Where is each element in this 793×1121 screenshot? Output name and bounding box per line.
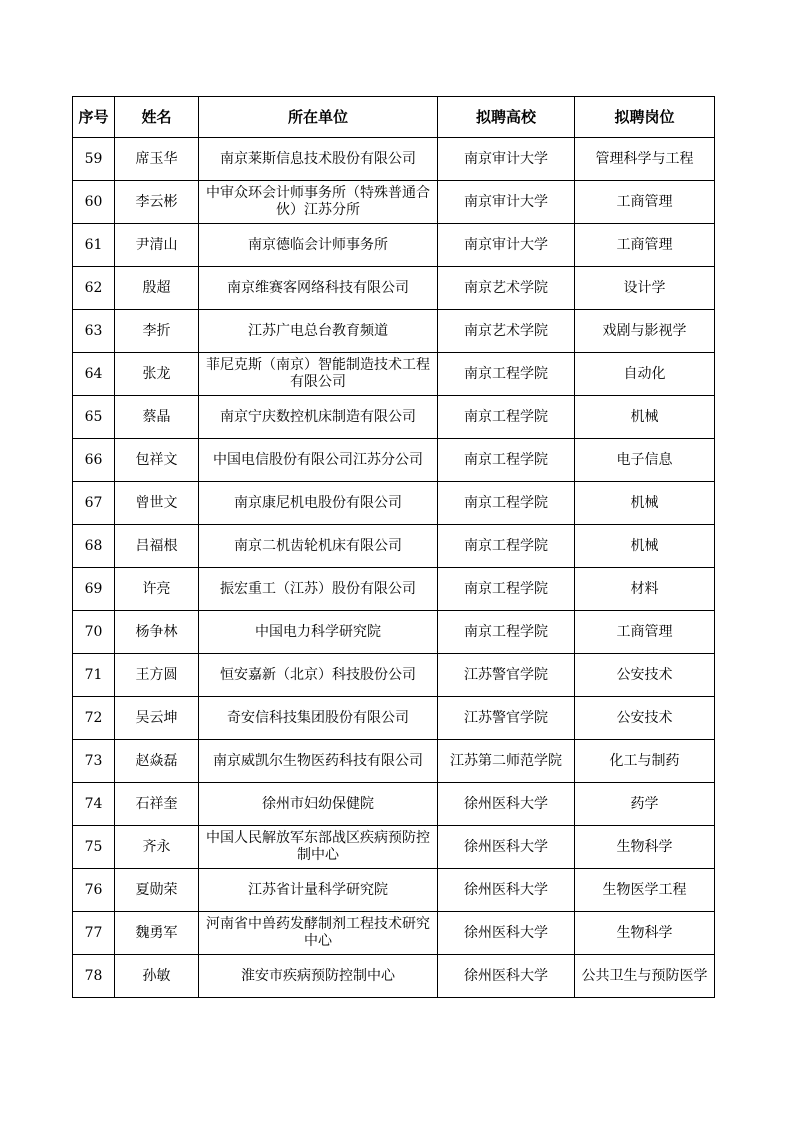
cell-organization: 恒安嘉新（北京）科技股份公司 [199, 654, 438, 697]
cell-name: 包祥文 [115, 439, 199, 482]
cell-target-position: 电子信息 [575, 439, 715, 482]
cell-serial-number: 73 [73, 740, 115, 783]
cell-name: 王方圆 [115, 654, 199, 697]
cell-target-university: 江苏警官学院 [438, 697, 575, 740]
cell-name: 李折 [115, 310, 199, 353]
table-row [73, 826, 715, 869]
header-target-university: 拟聘高校 [438, 97, 575, 138]
cell-target-position: 工商管理 [575, 224, 715, 267]
cell-serial-number: 67 [73, 482, 115, 525]
appointment-table [72, 96, 715, 998]
table-row [73, 869, 715, 912]
cell-target-university: 南京审计大学 [438, 224, 575, 267]
cell-name: 席玉华 [115, 138, 199, 181]
cell-organization: 南京维赛客网络科技有限公司 [199, 267, 438, 310]
cell-serial-number: 61 [73, 224, 115, 267]
cell-serial-number: 74 [73, 783, 115, 826]
table-row [73, 740, 715, 783]
cell-target-position: 公共卫生与预防医学 [575, 955, 715, 998]
cell-serial-number: 71 [73, 654, 115, 697]
table-row [73, 267, 715, 310]
cell-name: 赵焱磊 [115, 740, 199, 783]
cell-organization: 河南省中兽药发酵制剂工程技术研究中心 [199, 912, 438, 955]
cell-target-university: 南京工程学院 [438, 568, 575, 611]
header-name: 姓名 [115, 97, 199, 138]
cell-name: 李云彬 [115, 181, 199, 224]
cell-serial-number: 69 [73, 568, 115, 611]
table-row [73, 353, 715, 396]
table-row [73, 654, 715, 697]
cell-organization: 江苏省计量科学研究院 [199, 869, 438, 912]
cell-organization: 南京德临会计师事务所 [199, 224, 438, 267]
table-row [73, 439, 715, 482]
cell-serial-number: 59 [73, 138, 115, 181]
cell-target-university: 徐州医科大学 [438, 912, 575, 955]
cell-organization: 江苏广电总台教育频道 [199, 310, 438, 353]
cell-target-position: 工商管理 [575, 181, 715, 224]
cell-target-position: 公安技术 [575, 654, 715, 697]
cell-target-university: 江苏第二师范学院 [438, 740, 575, 783]
cell-target-university: 南京工程学院 [438, 439, 575, 482]
header-row [73, 97, 715, 138]
cell-organization: 中审众环会计师事务所（特殊普通合伙）江苏分所 [199, 181, 438, 224]
table-body [73, 138, 715, 998]
cell-name: 杨争林 [115, 611, 199, 654]
cell-target-position: 生物科学 [575, 912, 715, 955]
cell-serial-number: 76 [73, 869, 115, 912]
cell-target-position: 公安技术 [575, 697, 715, 740]
cell-target-university: 徐州医科大学 [438, 869, 575, 912]
cell-target-position: 生物医学工程 [575, 869, 715, 912]
cell-target-position: 化工与制药 [575, 740, 715, 783]
cell-serial-number: 60 [73, 181, 115, 224]
cell-serial-number: 64 [73, 353, 115, 396]
cell-target-position: 药学 [575, 783, 715, 826]
cell-target-position: 戏剧与影视学 [575, 310, 715, 353]
cell-name: 蔡晶 [115, 396, 199, 439]
table-row [73, 138, 715, 181]
table-row [73, 697, 715, 740]
cell-name: 吴云坤 [115, 697, 199, 740]
cell-name: 许亮 [115, 568, 199, 611]
cell-organization: 南京威凯尔生物医药科技有限公司 [199, 740, 438, 783]
cell-target-position: 设计学 [575, 267, 715, 310]
cell-target-university: 南京艺术学院 [438, 267, 575, 310]
cell-name: 孙敏 [115, 955, 199, 998]
table-row [73, 611, 715, 654]
table-row [73, 955, 715, 998]
table-row [73, 912, 715, 955]
cell-serial-number: 62 [73, 267, 115, 310]
cell-target-university: 南京审计大学 [438, 181, 575, 224]
cell-target-position: 工商管理 [575, 611, 715, 654]
cell-target-university: 南京工程学院 [438, 525, 575, 568]
cell-serial-number: 66 [73, 439, 115, 482]
cell-target-university: 南京工程学院 [438, 611, 575, 654]
table-row [73, 568, 715, 611]
cell-target-position: 机械 [575, 482, 715, 525]
cell-name: 魏勇军 [115, 912, 199, 955]
cell-name: 殷超 [115, 267, 199, 310]
table-row [73, 396, 715, 439]
cell-organization: 南京康尼机电股份有限公司 [199, 482, 438, 525]
header-organization: 所在单位 [199, 97, 438, 138]
cell-target-position: 机械 [575, 525, 715, 568]
cell-target-university: 徐州医科大学 [438, 955, 575, 998]
cell-target-university: 南京工程学院 [438, 396, 575, 439]
cell-organization: 振宏重工（江苏）股份有限公司 [199, 568, 438, 611]
cell-target-position: 自动化 [575, 353, 715, 396]
cell-serial-number: 75 [73, 826, 115, 869]
cell-organization: 中国电力科学研究院 [199, 611, 438, 654]
cell-organization: 奇安信科技集团股份有限公司 [199, 697, 438, 740]
cell-target-university: 徐州医科大学 [438, 783, 575, 826]
cell-name: 尹清山 [115, 224, 199, 267]
cell-organization: 中国人民解放军东部战区疾病预防控制中心 [199, 826, 438, 869]
table-row [73, 525, 715, 568]
cell-serial-number: 77 [73, 912, 115, 955]
cell-serial-number: 63 [73, 310, 115, 353]
cell-target-position: 材料 [575, 568, 715, 611]
cell-target-university: 徐州医科大学 [438, 826, 575, 869]
cell-target-university: 南京艺术学院 [438, 310, 575, 353]
cell-name: 吕福根 [115, 525, 199, 568]
header-target-position: 拟聘岗位 [575, 97, 715, 138]
cell-serial-number: 65 [73, 396, 115, 439]
cell-serial-number: 78 [73, 955, 115, 998]
cell-target-position: 管理科学与工程 [575, 138, 715, 181]
cell-target-university: 南京工程学院 [438, 482, 575, 525]
cell-serial-number: 68 [73, 525, 115, 568]
cell-name: 夏勋荣 [115, 869, 199, 912]
cell-name: 石祥奎 [115, 783, 199, 826]
cell-name: 曾世文 [115, 482, 199, 525]
cell-organization: 中国电信股份有限公司江苏分公司 [199, 439, 438, 482]
cell-organization: 淮安市疾病预防控制中心 [199, 955, 438, 998]
table-row [73, 181, 715, 224]
header-serial-number: 序号 [73, 97, 115, 138]
table-row [73, 783, 715, 826]
table-row [73, 482, 715, 525]
cell-organization: 菲尼克斯（南京）智能制造技术工程有限公司 [199, 353, 438, 396]
table-row [73, 310, 715, 353]
cell-name: 张龙 [115, 353, 199, 396]
cell-serial-number: 70 [73, 611, 115, 654]
cell-serial-number: 72 [73, 697, 115, 740]
cell-organization: 南京二机齿轮机床有限公司 [199, 525, 438, 568]
cell-organization: 徐州市妇幼保健院 [199, 783, 438, 826]
cell-organization: 南京宁庆数控机床制造有限公司 [199, 396, 438, 439]
cell-target-university: 南京工程学院 [438, 353, 575, 396]
cell-name: 齐永 [115, 826, 199, 869]
cell-target-university: 江苏警官学院 [438, 654, 575, 697]
cell-target-position: 机械 [575, 396, 715, 439]
table-row [73, 224, 715, 267]
cell-organization: 南京莱斯信息技术股份有限公司 [199, 138, 438, 181]
table-header [73, 97, 715, 138]
cell-target-university: 南京审计大学 [438, 138, 575, 181]
cell-target-position: 生物科学 [575, 826, 715, 869]
